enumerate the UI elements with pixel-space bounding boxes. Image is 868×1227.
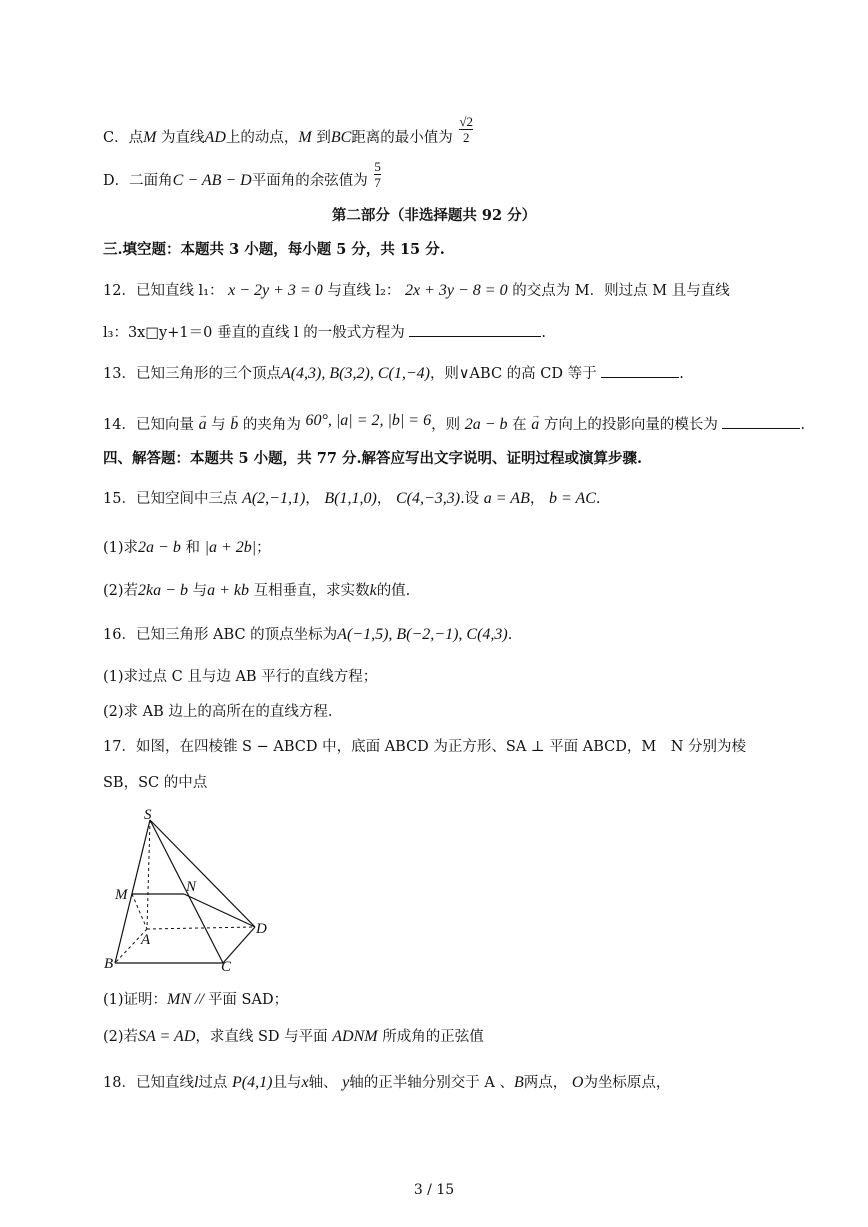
text: (2)若 bbox=[103, 583, 139, 599]
numerator: 5 bbox=[374, 159, 381, 174]
text: 方向上的投影向量的模长为 bbox=[543, 417, 718, 433]
question-15-part2 bbox=[103, 581, 410, 601]
text: 14．已知向量 bbox=[103, 417, 194, 433]
math-expr: |a + 2b| bbox=[204, 539, 257, 556]
text: 与直线 l₂： bbox=[327, 283, 401, 299]
math-expr: 2ka − b bbox=[138, 582, 188, 599]
question-13 bbox=[103, 363, 684, 384]
math-m: M bbox=[298, 129, 312, 146]
text: 所成角的正弦值 bbox=[382, 1029, 484, 1045]
math-expr: C − AB − D bbox=[172, 172, 252, 189]
vector-b-def: b = AC bbox=[548, 490, 596, 507]
math-plane: ADNM bbox=[332, 1028, 378, 1045]
math-x: x bbox=[301, 1074, 309, 1091]
edge-ad-hidden bbox=[147, 927, 255, 929]
text: 上的动点， bbox=[225, 130, 299, 146]
text: 的值. bbox=[376, 583, 411, 599]
question-17-part1 bbox=[103, 990, 288, 1010]
fraction-sqrt2-over-2 bbox=[459, 115, 473, 145]
text: .设 bbox=[460, 491, 480, 507]
math-expr: SA = AD bbox=[138, 1028, 196, 1045]
text: ，则 bbox=[431, 417, 461, 433]
text: . bbox=[541, 325, 547, 341]
text: 轴的正半轴分别交于 A 、 bbox=[349, 1075, 514, 1091]
text: 15．已知空间中三点 bbox=[103, 491, 238, 507]
section-3-heading: 三.填空题：本题共 3 小题，每小题 5 分，共 15 分. bbox=[103, 241, 445, 258]
option-d bbox=[103, 159, 383, 196]
vector-b: → b bbox=[230, 415, 238, 435]
text: ，求直线 SD 与平面 bbox=[195, 1029, 328, 1045]
question-16-part1: (1)求过点 C 且与边 AB 平行的直线方程； bbox=[103, 669, 378, 685]
text: 的交点为 M．则过点 M 且与直线 bbox=[512, 283, 730, 299]
question-17-line2: SB，SC 的中点 bbox=[103, 775, 208, 791]
math-y: y bbox=[342, 1074, 350, 1091]
point-b: B(1,1,0) bbox=[324, 490, 377, 507]
label-n: N bbox=[186, 879, 197, 895]
point-a: A(2,−1,1) bbox=[242, 490, 306, 507]
text: 与 bbox=[192, 583, 208, 599]
question-12-line1 bbox=[103, 281, 730, 301]
part-title: 第二部分（非选择题共 92 分） bbox=[331, 207, 537, 224]
text: 和 bbox=[185, 540, 200, 556]
vector-a-def: a = AB bbox=[483, 490, 530, 507]
math-bc: BC bbox=[330, 129, 352, 146]
vector-a: → a bbox=[199, 415, 207, 435]
question-15-part1 bbox=[103, 538, 271, 558]
text: . bbox=[800, 417, 806, 433]
edge-sd bbox=[150, 820, 255, 927]
answer-blank[interactable] bbox=[601, 363, 679, 378]
equation-l2: 2x + 3y − 8 = 0 bbox=[405, 282, 508, 299]
question-17-part2 bbox=[103, 1027, 484, 1047]
math-expr: MN // bbox=[167, 991, 208, 1008]
numerator: √2 bbox=[459, 114, 474, 129]
math-o: O bbox=[571, 1074, 584, 1091]
label-m: M bbox=[115, 887, 128, 903]
text: 12．已知直线 l₁： bbox=[103, 283, 224, 299]
denominator: 2 bbox=[459, 129, 473, 145]
text: 为直线 bbox=[161, 130, 205, 146]
math-expr: 2a − b bbox=[464, 416, 508, 433]
text: 与 bbox=[211, 417, 226, 433]
math-condition: 60°, |a| = 2, |b| = 6 bbox=[305, 412, 432, 429]
text: 互相垂直，求实数 bbox=[253, 583, 370, 599]
math-expr: 2a − b bbox=[138, 539, 181, 556]
text: 18．已知直线 bbox=[103, 1075, 194, 1091]
section-4-heading: 四、解答题：本题共 5 小题，共 77 分.解答应写出文字说明、证明过程或演算步骤. bbox=[103, 450, 643, 467]
question-17-line1: 17．如图，在四棱锥 S − ABCD 中，底面 ABCD 为正方形、SA ⊥ 平面 ABCD，M N 分别为棱 bbox=[103, 739, 747, 755]
question-16-part2: (2)求 AB 边上的高所在的直线方程. bbox=[103, 704, 333, 720]
text: 的夹角为 bbox=[242, 417, 301, 433]
text: 且与 bbox=[272, 1075, 302, 1091]
question-18 bbox=[103, 1073, 670, 1093]
math-ad: AD bbox=[204, 129, 226, 146]
text: 过点 bbox=[198, 1075, 228, 1091]
math-b: B bbox=[513, 1074, 524, 1091]
pyramid-figure bbox=[95, 805, 285, 980]
text: . bbox=[507, 627, 513, 643]
math-points: A(−1,5), B(−2,−1), C(4,3) bbox=[337, 626, 508, 643]
text: 到 bbox=[316, 130, 331, 146]
text: 在 bbox=[512, 417, 527, 433]
text: 轴、 bbox=[308, 1075, 338, 1091]
text: ； bbox=[256, 540, 271, 556]
equation-l1: x − 2y + 3 = 0 bbox=[228, 282, 323, 299]
text: 平面 SAD； bbox=[207, 992, 289, 1008]
question-16-stem bbox=[103, 625, 512, 645]
label-b: B bbox=[104, 956, 114, 972]
math-point-p: P(4,1) bbox=[232, 1074, 273, 1091]
denominator: 7 bbox=[374, 175, 381, 190]
text: 平面角的余弦值为 bbox=[251, 173, 368, 189]
text: 距离的最小值为 bbox=[351, 130, 453, 146]
text: . bbox=[679, 366, 684, 382]
math-m: M bbox=[143, 129, 157, 146]
question-12-line2 bbox=[103, 322, 546, 343]
answer-blank[interactable] bbox=[409, 322, 541, 337]
label-d: D bbox=[256, 921, 267, 937]
answer-blank[interactable] bbox=[722, 414, 800, 429]
text: 16．已知三角形 ABC 的顶点坐标为 bbox=[103, 627, 338, 643]
segment-ma-hidden bbox=[132, 894, 147, 929]
vector-a: → a bbox=[531, 415, 539, 435]
text: (1)求 bbox=[103, 540, 139, 556]
math-l: l bbox=[193, 1074, 199, 1091]
point-c: C(4,−3,3) bbox=[395, 490, 461, 507]
edge-sa-hidden bbox=[147, 820, 150, 929]
text: l₃：3x□y+1＝0 垂直的直线 l 的一般式方程为 bbox=[103, 325, 405, 341]
label-a: A bbox=[141, 932, 151, 948]
page-number: 3 / 15 bbox=[413, 1182, 455, 1198]
edge-cd bbox=[223, 927, 255, 963]
label-s: S bbox=[144, 807, 152, 823]
question-15-stem: 15．已知空间中三点 A(2,−1,1)， B(1,1,0)， C(4,−3,3).设 a = AB， b = AC. bbox=[103, 490, 601, 507]
text: (1)证明： bbox=[103, 992, 168, 1008]
question-14 bbox=[103, 414, 805, 435]
text: ，则∨ABC 的高 CD 等于 bbox=[429, 366, 597, 382]
option-c bbox=[103, 114, 475, 153]
math-expr: a + kb bbox=[207, 582, 249, 599]
fraction-5-over-7 bbox=[374, 160, 381, 190]
text: 为坐标原点， bbox=[583, 1075, 671, 1091]
option-d-label: D．二面角 bbox=[103, 173, 173, 189]
option-c-label: C．点 bbox=[103, 130, 144, 146]
label-c: C bbox=[221, 959, 232, 975]
text: (2)若 bbox=[103, 1029, 139, 1045]
math-points: A(4,3), B(3,2), C(1,−4) bbox=[280, 365, 430, 382]
text: 13．已知三角形的三个顶点 bbox=[103, 366, 281, 382]
math-k: k bbox=[369, 582, 377, 599]
text: 两点， bbox=[523, 1075, 568, 1091]
segment-nd bbox=[184, 894, 255, 927]
